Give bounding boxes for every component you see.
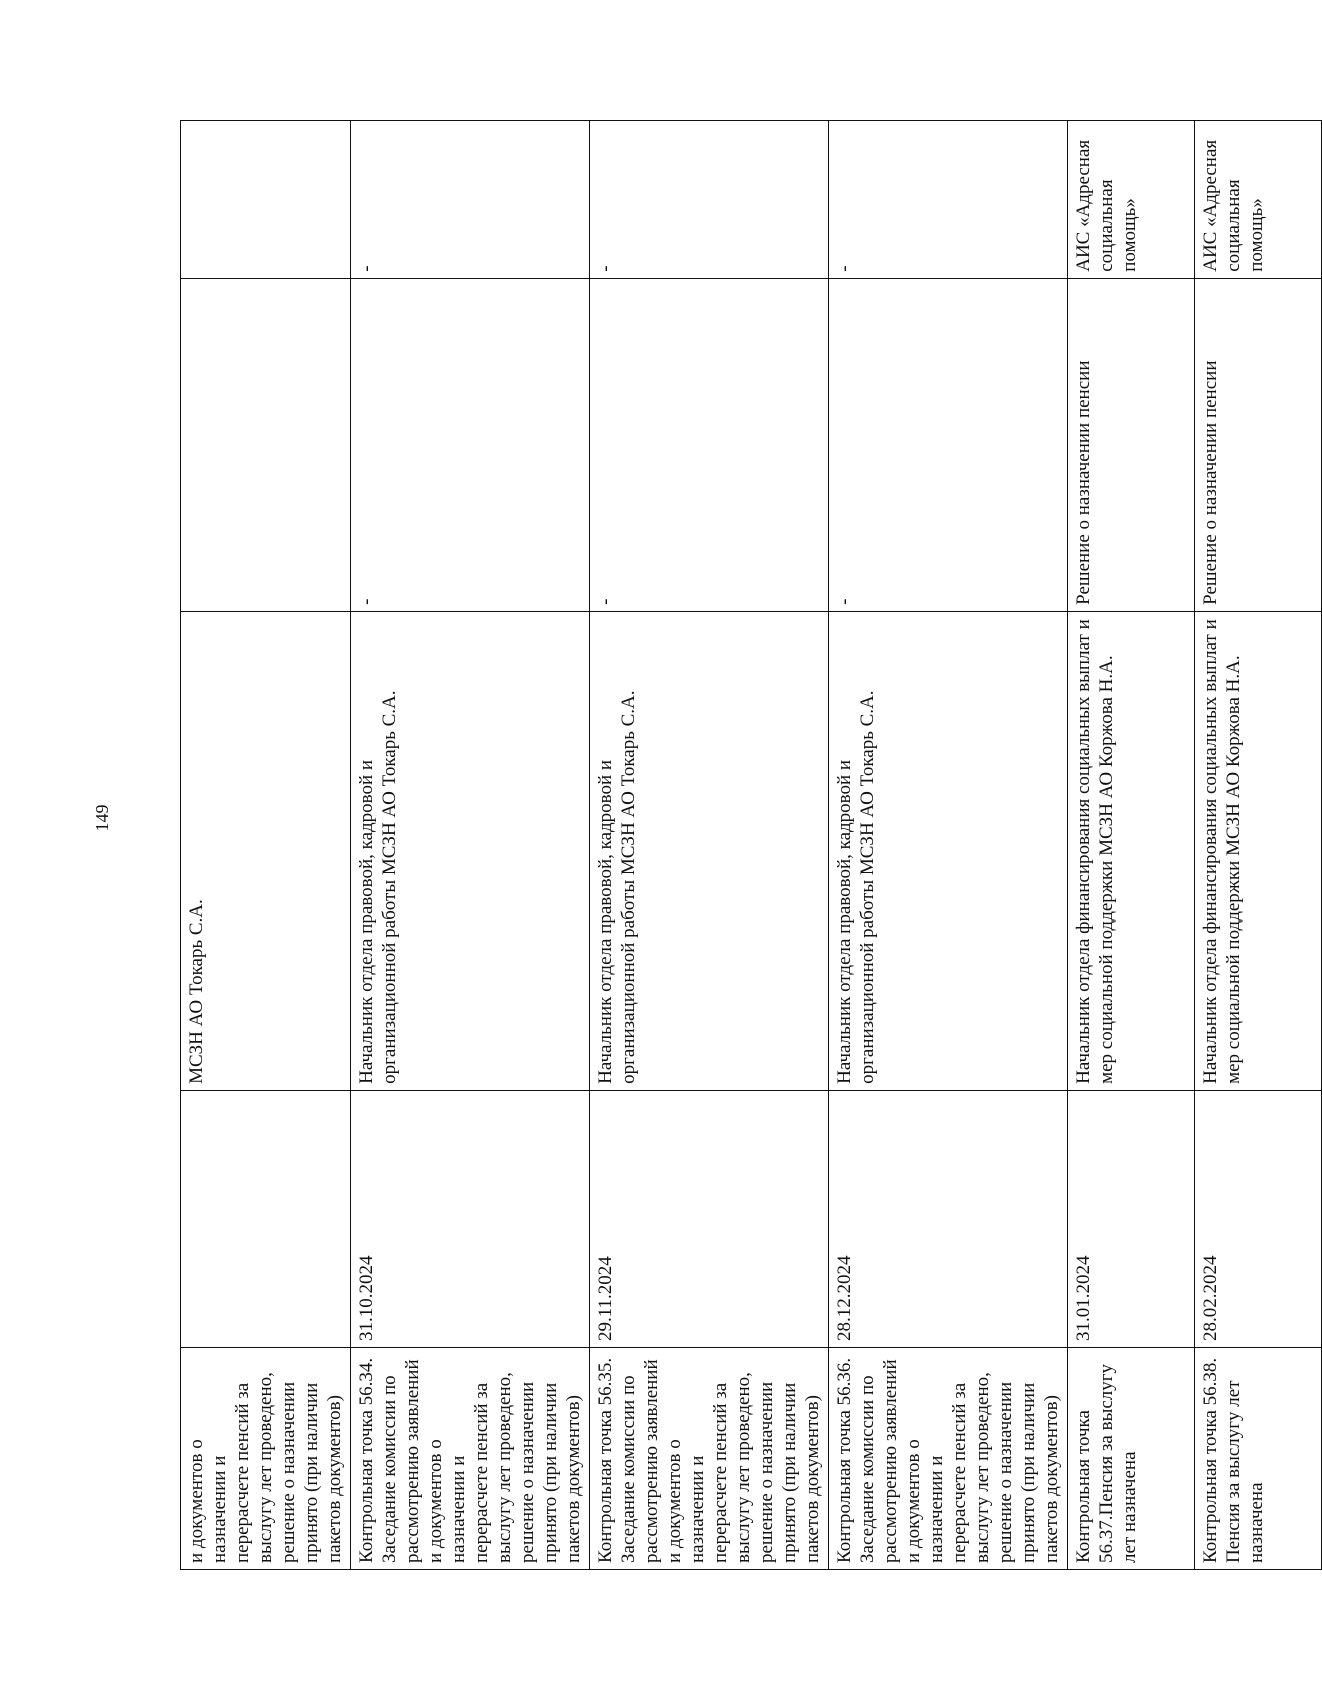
- document-cell: Решение о назначении пенсии: [1195, 278, 1322, 611]
- event-cell: и документов о назначении и перерасчете пенсий за выслугу лет проведено, решение о назначении принято (при наличии пакетов документов): [181, 1347, 351, 1569]
- date-cell: 28.12.2024: [829, 1090, 1068, 1347]
- event-cell: Контрольная точка 56.36. Заседание комиссии по рассмотрению заявлений и документов о назначении и перерасчете пенсий за выслугу лет проведено, решение о назначении принято (при наличии пакетов документов): [829, 1347, 1068, 1569]
- event-cell: Контрольная точка 56.35. Заседание комиссии по рассмотрению заявлений и документов о назначении и перерасчете пенсий за выслугу лет проведено, решение о назначении принято (при наличии пакетов документов): [590, 1347, 829, 1569]
- responsible-cell: Начальник отдела правовой, кадровой и организационной работы МСЗН АО Токарь С.А.: [351, 611, 590, 1090]
- table-row: [829, 121, 1068, 1570]
- system-cell: -: [590, 121, 829, 279]
- document-cell: -: [590, 278, 829, 611]
- page-number: 149: [92, 804, 112, 832]
- document-cell: Решение о назначении пенсии: [1068, 278, 1195, 611]
- system-cell: АИС «Адресная социальная помощь»: [1068, 121, 1195, 279]
- document-table-container: [180, 120, 1267, 1570]
- table-row: [1068, 121, 1195, 1570]
- system-cell: АИС «Адресная социальная помощь»: [1195, 121, 1322, 279]
- document-cell: -: [351, 278, 590, 611]
- date-cell: 31.10.2024: [351, 1090, 590, 1347]
- table-row: [351, 121, 590, 1570]
- table-row: [590, 121, 829, 1570]
- table-row: [181, 121, 351, 1570]
- system-cell: [181, 121, 351, 279]
- event-cell: Контрольная точка 56.34. Заседание комиссии по рассмотрению заявлений и документов о назначении и перерасчете пенсий за выслугу лет проведено, решение о назначении принято (при наличии пакетов документов): [351, 1347, 590, 1569]
- event-cell: Контрольная точка 56.37.Пенсия за выслугу лет назначена: [1068, 1347, 1195, 1569]
- responsible-cell: МСЗН АО Токарь С.А.: [181, 611, 351, 1090]
- system-cell: -: [829, 121, 1068, 279]
- document-cell: -: [829, 278, 1068, 611]
- responsible-cell: Начальник отдела финансирования социальных выплат и мер социальной поддержки МСЗН АО Коржова Н.А.: [1195, 611, 1322, 1090]
- document-cell: [181, 278, 351, 611]
- date-cell: [181, 1090, 351, 1347]
- table-row: [1195, 121, 1322, 1570]
- system-cell: -: [351, 121, 590, 279]
- date-cell: 28.02.2024: [1195, 1090, 1322, 1347]
- date-cell: 31.01.2024: [1068, 1090, 1195, 1347]
- responsible-cell: Начальник отдела правовой, кадровой и организационной работы МСЗН АО Токарь С.А.: [590, 611, 829, 1090]
- event-cell: Контрольная точка 56.38. Пенсия за выслугу лет назначена: [1195, 1347, 1322, 1569]
- control-points-table: [180, 120, 1322, 1570]
- responsible-cell: Начальник отдела финансирования социальных выплат и мер социальной поддержки МСЗН АО Коржова Н.А.: [1068, 611, 1195, 1090]
- date-cell: 29.11.2024: [590, 1090, 829, 1347]
- responsible-cell: Начальник отдела правовой, кадровой и организационной работы МСЗН АО Токарь С.А.: [829, 611, 1068, 1090]
